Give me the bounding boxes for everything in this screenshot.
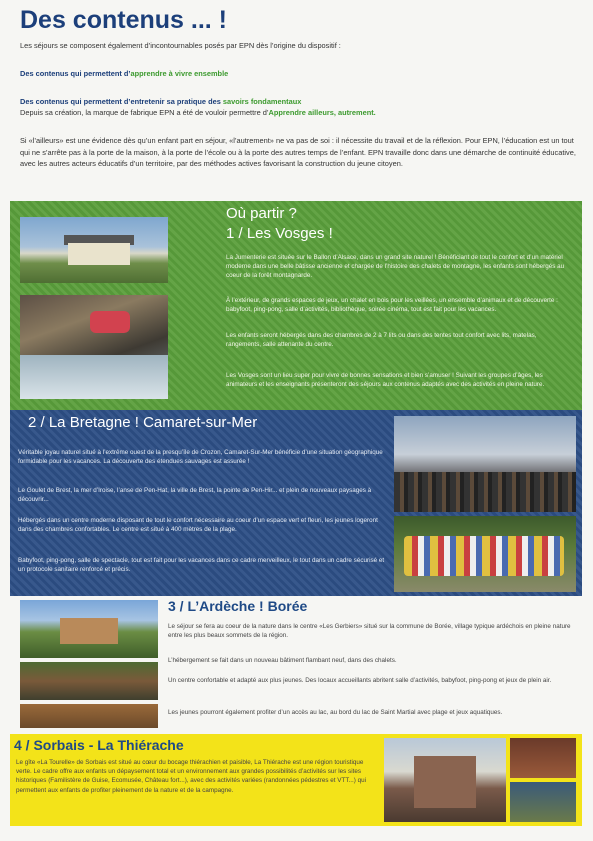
main-paragraph: Si «l’ailleurs» est une évidence dès qu’un enfant part en séjour, «l’autrement» ne va pas de soi : il nécessite du travail et de la réflexion. Pour EPN, l’éducation est un tout qui ne s’arrête pas à la porte de la maison, à la porte de l’école ou à la porte des autres temps de l’enfant. EPN travaille donc dans une démarche de continuité éducative, avec les autres acteurs éducatifs d’un territoire, par des méthodes actives favorisant la construction du jeune citoyen. [20,136,576,168]
vosges-paragraph-3: Les enfants seront hébergés dans des chambres de 2 à 7 lits ou dans des tentes tout confort avec lits, matelas, rangements, salle attenante du centre. [226,332,537,348]
sorbais-heading: 4 / Sorbais - La Thiérache [14,737,184,753]
bretagne-heading: 2 / La Bretagne ! Camaret-sur-Mer [28,414,258,431]
bretagne-paragraph-3: Hébergés dans un centre moderne disposant de tout le confort nécessaire au coeur d’un espace vert et fleuri, les jeunes logeront dans des chambres confortables. Le centre est situé à 400 mètres de la plage. [18,517,378,534]
content-line-2-prefix: Des contenus qui permettent d’entretenir sa pratique des [20,97,223,106]
chalet-shape [60,618,118,644]
section-bretagne [10,410,582,596]
ardeche-landscape-photo [20,662,158,700]
bretagne-paragraph-4: Babyfoot, ping-pong, salle de spectacle, tout est fait pour les vacances dans ce cadre merveilleux, le tout dans un cadre sécurisé et un protocole sanitaire renforcé et précis. [18,557,385,574]
section-sorbais [10,734,582,826]
vosges-heading: 1 / Les Vosges ! [226,225,333,242]
content-line-1 [20,68,576,80]
sorbais-interior-photo [510,738,576,778]
bretagne-paragraph-2: Le Goulet de Brest, la mer d’Iroise, l’anse de Pen-Hat, la ville de Brest, la pointe de Pen-Hir... et plein de nouveaux paysages à découvrir... [18,487,372,504]
vosges-heading-question: Où partir ? [226,205,297,222]
content-line-3-prefix: Depuis sa création, la marque de fabrique EPN a été de vouloir permettre d’ [20,108,269,117]
vosges-house-photo [20,217,168,283]
ardeche-paragraph-3: Un centre confortable et adapté aux plus jeunes. Des locaux accueillants abritent salle d’activités, babyfoot, ping-pong et jeux de plein air. [168,677,552,684]
vosges-paragraph-4: Les Vosges sont un lieu super pour vivre de bonnes sensations et bien s’amuser ! Suivant les groupes d’âges, les animateurs et les enseignants présenteront des séjours aux contenus adaptés avec des activités en pleine nature. [226,372,545,388]
bretagne-paragraph-1: Véritable joyau naturel situé à l’extrême ouest de la presqu’île de Crozon, Camaret-Sur-Mer bénéficie d’une situation géographique formidable pour les vacances. La découverte des étendues sauvages est assurée ! [18,449,383,466]
content-line-3 [20,107,576,119]
ardeche-paragraph-4: Les jeunes pourront également profiter d’un accès au lac, au bord du lac de Saint Martial avec plage et jeux aquatiques. [168,709,503,716]
ardeche-paragraph-1: Le séjour se fera au coeur de la nature dans le centre «Les Gerbiers» situé sur la commune de Borée, village typique ardéchois en pleine nature entre les plus beaux sommets de la région. [168,623,571,640]
ardeche-heading: 3 / L’Ardèche ! Borée [168,598,308,614]
content-line-2-highlight: savoirs fondamentaux [222,97,302,106]
content-line-3-highlight: Apprendre ailleurs, autrement. [268,108,376,117]
crowd-shape [394,472,576,512]
content-line-2 [20,96,576,108]
page-title: Des contenus ... ! [20,6,227,34]
section-vosges [10,201,582,410]
ardeche-interior-photo [20,704,158,728]
water-shape [20,355,168,399]
bretagne-kids-photo [394,516,576,592]
castle-shape [414,756,476,808]
sorbais-outdoor-photo [510,782,576,822]
vosges-paragraph-2: À l’extérieur, de grands espaces de jeux, un chalet en bois pour les veillées, un ensemble d’animaux et de découverte : babyfoot, ping-pong, salle d’activités, bibliothèque, soirée cinéma, tout est fait pour les vacances. [226,297,558,313]
ardeche-paragraph-2: L’hébergement se fait dans un nouveau bâtiment flambant neuf, dans des chalets. [168,657,397,664]
intro-text: Les séjours se composent également d’incontournables posés par EPN dès l’origine du dispositif : [20,41,341,50]
kids-shape [404,536,564,576]
ardeche-chalet-photo [20,600,158,658]
child-figure [90,311,130,333]
vosges-paragraph-1: La Jumenterie est située sur le Ballon d’Alsace, dans un grand site naturel ! Bénéficiant de tout le confort et d’un matériel moderne dans une belle bâtisse ancienne et chargée de l’histoire des chalets de montagne, les enfants sont hébergés au coeur de la forêt montagnarde. [226,254,565,279]
content-line-1-highlight: apprendre à vivre ensemble [130,69,229,78]
section-ardeche [10,596,582,733]
vosges-river-photo [20,295,168,399]
bretagne-group-photo [394,416,576,512]
house-shape [68,243,130,265]
sorbais-paragraph-1: Le gîte «La Tourelle» de Sorbais est situé au cœur du bocage thiérachien et paisible, La Thiérache est une région touristique verte. Le cadre offre aux enfants un dépaysement total et un environnement aux grandes possibilités d’activités sur les sites historiques (Familistère de Guise, Ecomusée, Château fort...), avec des activités variées (randonnées pédestres et VTT...) qui permettent aux enfants de profiter pleinement de la nature et de la campagne. [16,759,366,794]
sorbais-castle-photo [384,738,506,822]
content-line-1-prefix: Des contenus qui permettent d’ [20,69,131,78]
